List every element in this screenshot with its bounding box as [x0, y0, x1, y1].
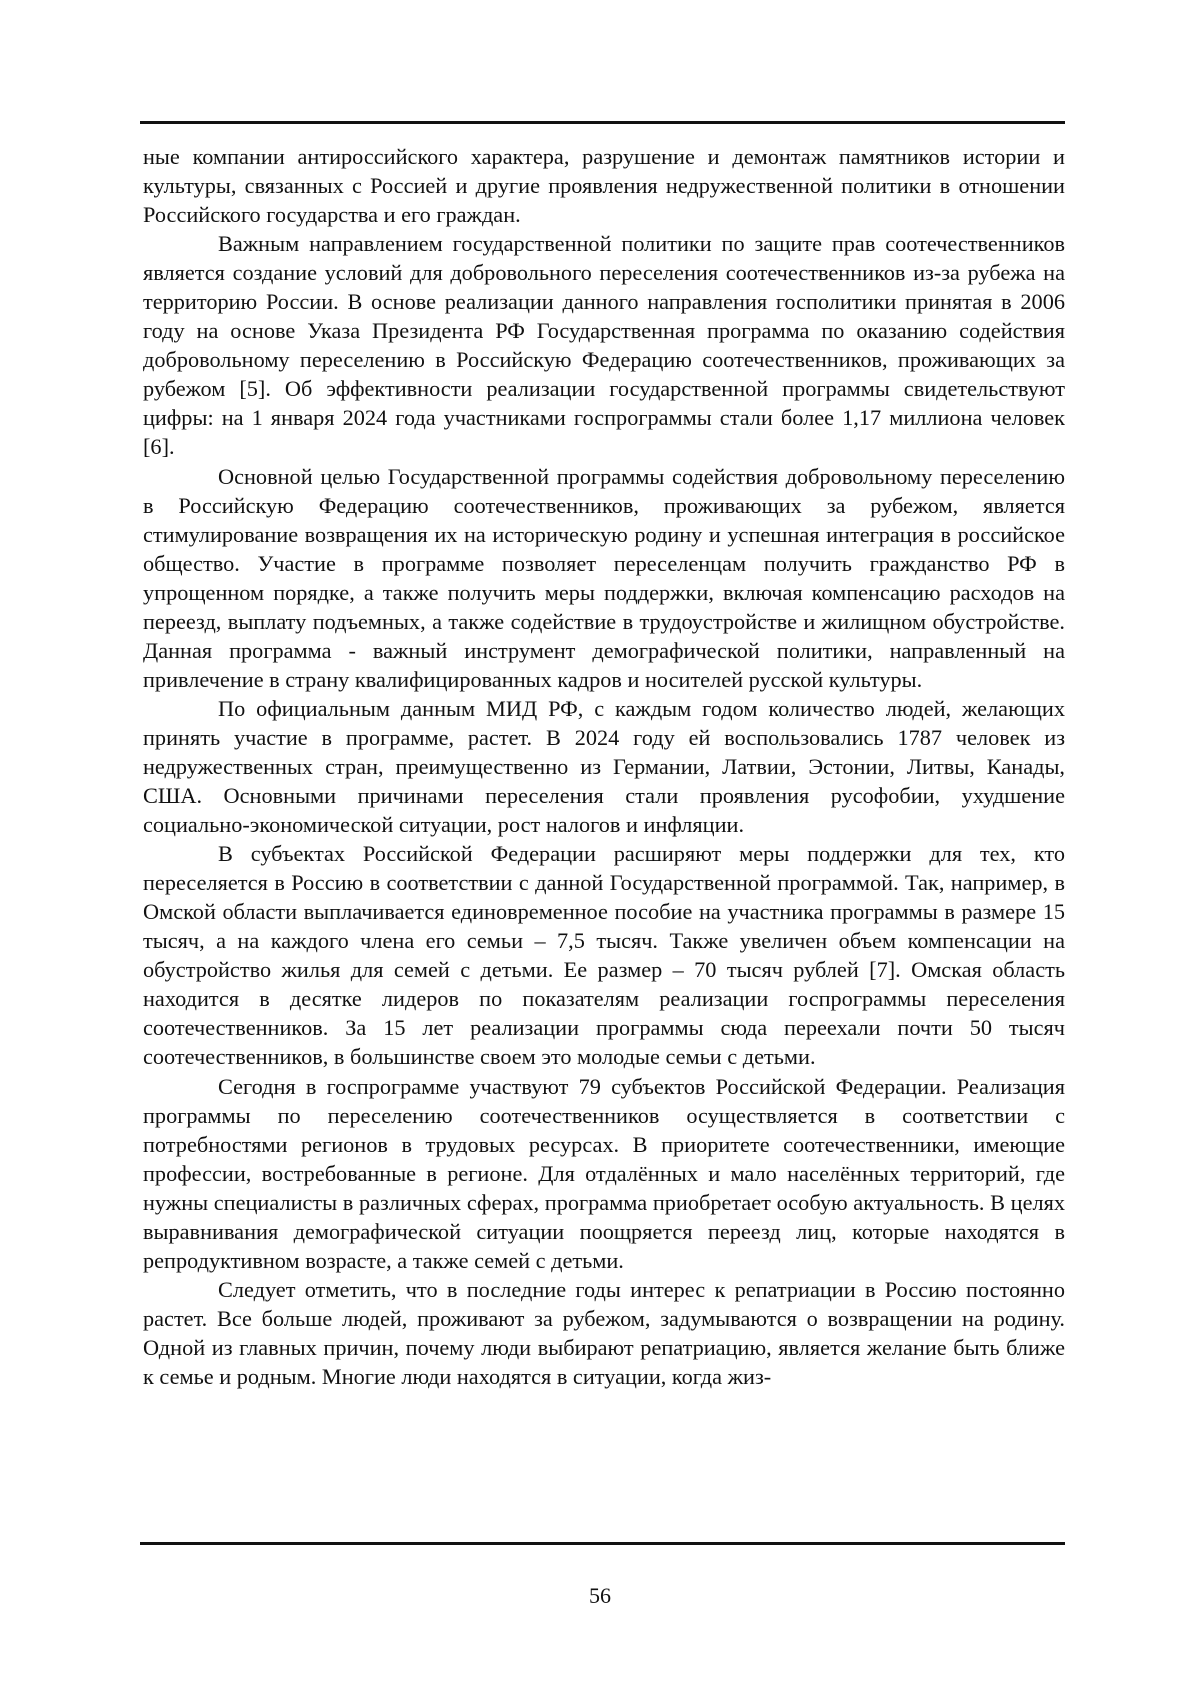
page-body — [143, 142, 1065, 1391]
paragraph-participating-regions: Сегодня в госпрограмме участвуют 79 субъектов Российской Федерации. Реали­зация программы по переселению соотечественников осуществляется в соответствии с потребностями регионов в трудовых ресурсах. В приоритете соотечественники, имею­щие профессии, востребованные в регионе. Для отдалённых и мало населённых терри­торий, где нужны специалисты в различных сферах, программа приобретает особую актуальность. В целях выравнивания демографической ситуации поощряется переезд лиц, которые находятся в репродуктивном возрасте, а также семей с детьми. — [143, 1072, 1065, 1275]
paragraph-regional-support: В субъектах Российской Федерации расширяют меры поддержки для тех, кто переселяется в Россию в соответствии с данной Государственной программой. Так, на­пример, в Омской области выплачивается единовременное пособие на участника про­граммы в размере 15 тысяч, а на каждого члена его семьи – 7,5 тысяч. Также увеличен объем компенсации на обустройство жилья для семей с детьми. Ее размер – 70 тысяч рублей [7]. Омская область находится в десятке лидеров по показателям реализации госпрограммы переселения соотечественников. За 15 лет реализации программы сюда переехали почти 50 тысяч соотечественников, в большинстве своем это молодые семьи с детьми. — [143, 839, 1065, 1071]
paragraph-repatriation-interest: Следует отметить, что в последние годы интерес к репатриации в Россию посто­янно растет. Все больше людей, проживают за рубежом, задумываются о возвращении на родину. Одной из главных причин, почему люди выбирают репатриацию, является желание быть ближе к семье и родным. Многие люди находятся в ситуации, когда жиз- — [143, 1275, 1065, 1391]
paragraph-program-goal: Основной целью Государственной программы содействия добровольному пере­селению в Российскую Федерацию соотечественников, проживающих за рубежом, яв­ляется стимулирование возвращения их на историческую родину и успешная интегра­ция в российское общество. Участие в программе позволяет переселенцам получить гражданство РФ в упрощенном порядке, а также получить меры поддержки, включая компенсацию расходов на переезд, выплату подъемных, а также содействие в трудо­устройстве и жилищном обустройстве. Данная программа - важный инструмент демо­графической политики, направленный на привлечение в страну квалифицированных кадров и носителей русской культуры. — [143, 462, 1065, 694]
header-rule — [140, 121, 1065, 124]
paragraph-continuation: ные компании антироссийского характера, разрушение и демонтаж памятников исто­рии и культуры, связанных с Россией и другие проявления недружественной политики в отношении Российского государства и его граждан. — [143, 142, 1065, 229]
page-number: 56 — [0, 1582, 1200, 1610]
footer-rule — [140, 1542, 1065, 1545]
paragraph-mfa-data: По официальным данным МИД РФ, с каждым годом количество людей, желаю­щих принять участие в программе, растет. В 2024 году ей воспользовались 1787 чело­век из недружественных стран, преимущественно из Германии, Латвии, Эстонии, Лит­вы, Канады, США. Основными причинами переселения стали проявления русофобии, ухудшение социально-экономической ситуации, рост налогов и инфляции. — [143, 694, 1065, 839]
paragraph-resettlement-program: Важным направлением государственной политики по защите прав соотечествен­ников является создание условий для добровольного переселения соотечественников из-за рубежа на территорию России. В основе реализации данного направления госпо­литики принятая в 2006 году на основе Указа Президента РФ Государственная про­грамма по оказанию содействия добровольному переселению в Российскую Федерацию соотечественников, проживающих за рубежом [5]. Об эффективности реализации госу­дарственной программы свидетельствуют цифры: на 1 января 2024 года участниками госпрограммы стали более 1,17 миллиона человек [6]. — [143, 229, 1065, 461]
